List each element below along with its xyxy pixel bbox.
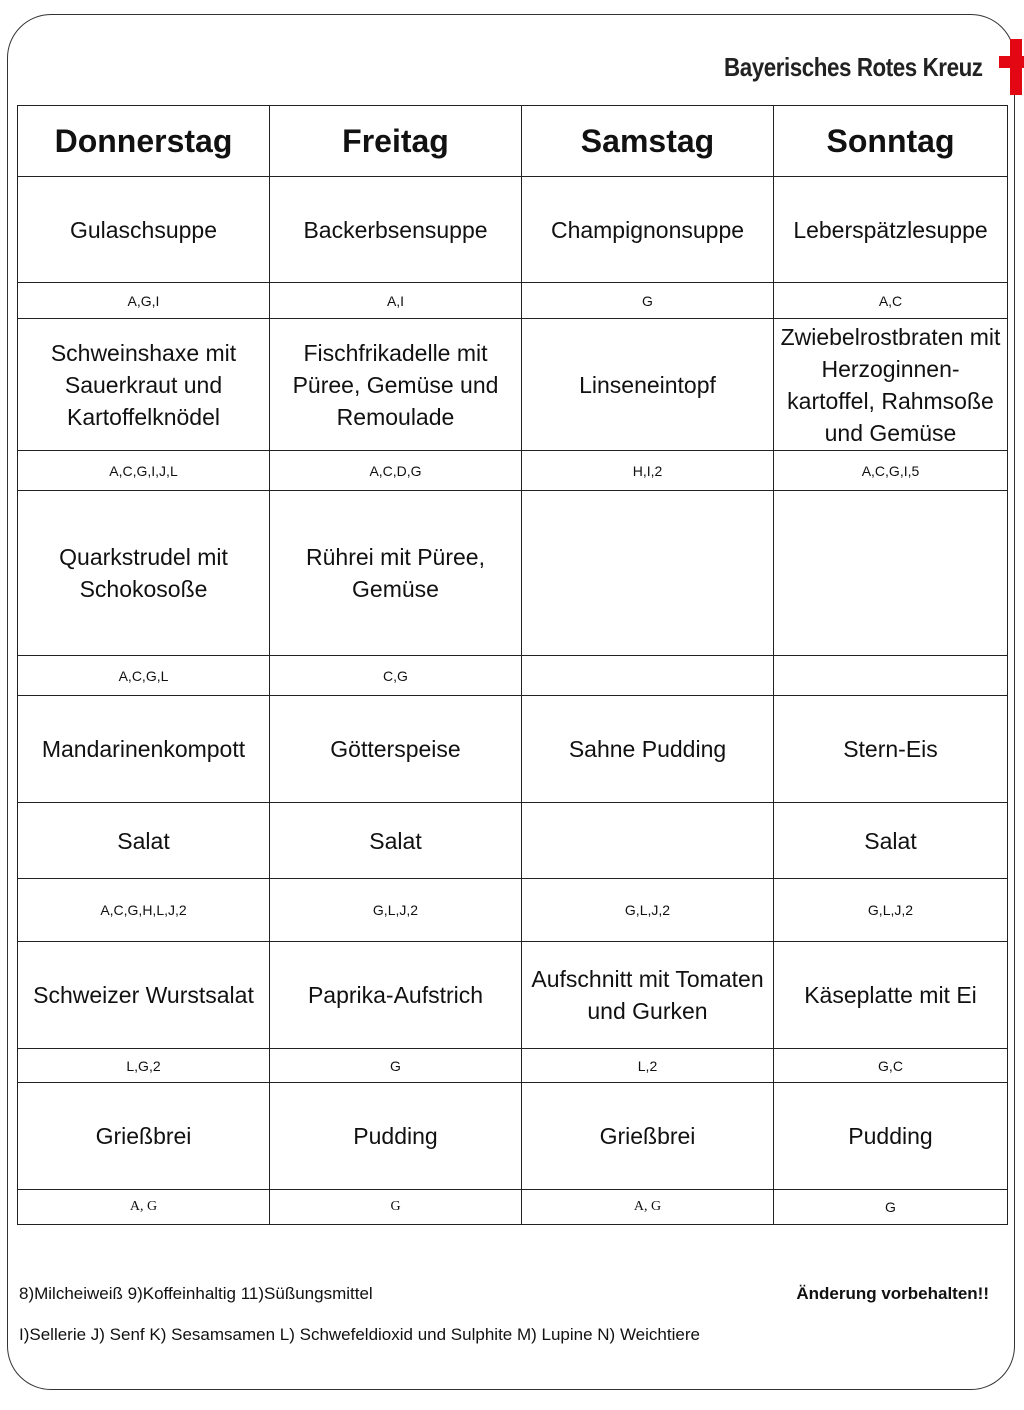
dessert-dish: Sahne Pudding: [522, 696, 774, 803]
salad-dish: Salat: [270, 803, 522, 879]
brand-name: Bayerisches Rotes Kreuz: [724, 51, 983, 82]
allergen-code: A, G: [18, 1190, 270, 1225]
allergen-code: C,G: [270, 656, 522, 696]
allergen-code: A,G,I: [18, 283, 270, 319]
late-dish: Pudding: [270, 1083, 522, 1190]
allergen-legend-line-1: 8)Milcheiweiß 9)Koffeinhaltig 11)Süßungsmittel: [19, 1284, 373, 1303]
allergen-code: L,G,2: [18, 1049, 270, 1083]
day-header: Freitag: [270, 106, 522, 177]
alt-dish: [522, 491, 774, 656]
alt-dish: [774, 491, 1008, 656]
main-dish: Fischfrikadelle mit Püree, Gemüse und Remoulade: [270, 319, 522, 451]
allergen-code: G: [270, 1190, 522, 1225]
allergen-code: A, G: [522, 1190, 774, 1225]
change-notice: Änderung vorbehalten!!: [796, 1284, 989, 1303]
day-header-row: [18, 106, 1008, 177]
allergen-code: L,2: [522, 1049, 774, 1083]
allergen-code: G,L,J,2: [774, 879, 1008, 942]
supper-dish: Aufschnitt mit Tomaten und Gurken: [522, 942, 774, 1049]
late-dish: Pudding: [774, 1083, 1008, 1190]
late-dish: Grießbrei: [522, 1083, 774, 1190]
allergen-code: G,L,J,2: [270, 879, 522, 942]
red-cross-icon: [999, 39, 1024, 95]
salad-dish: Salat: [18, 803, 270, 879]
main-allergen-row: [18, 451, 1008, 491]
allergen-code: A,C,G,H,L,J,2: [18, 879, 270, 942]
late-dish: Grießbrei: [18, 1083, 270, 1190]
alt-dish: Rührei mit Püree, Gemüse: [270, 491, 522, 656]
salad-dish: [522, 803, 774, 879]
allergen-code: A,C,G,I,5: [774, 451, 1008, 491]
allergen-legend-line-2: I)Sellerie J) Senf K) Sesamsamen L) Schwefeldioxid und Sulphite M) Lupine N) Weichtiere: [19, 1325, 700, 1344]
allergen-code: H,I,2: [522, 451, 774, 491]
alt-dish-row: [18, 491, 1008, 656]
salad-row: [18, 803, 1008, 879]
allergen-code: A,C,D,G: [270, 451, 522, 491]
brand-logo: [724, 38, 1024, 96]
main-dish: Zwiebelrostbraten mit Herzoginnen-kartoffel, Rahmsoße und Gemüse: [774, 319, 1008, 451]
supper-allergen-row: [18, 1049, 1008, 1083]
allergen-code: G,L,J,2: [522, 879, 774, 942]
salad-allergen-row: [18, 879, 1008, 942]
supper-dish: Käseplatte mit Ei: [774, 942, 1008, 1049]
allergen-code: [774, 656, 1008, 696]
salad-dish: Salat: [774, 803, 1008, 879]
allergen-code: G: [270, 1049, 522, 1083]
alt-allergen-row: [18, 656, 1008, 696]
soup-row: [18, 177, 1008, 283]
allergen-code: A,I: [270, 283, 522, 319]
alt-dish: Quarkstrudel mit Schokosoße: [18, 491, 270, 656]
soup-dish: Gulaschsuppe: [18, 177, 270, 283]
main-dish: Schweinshaxe mit Sauerkraut und Kartoffelknödel: [18, 319, 270, 451]
weekly-menu-table: [17, 105, 1008, 1225]
allergen-code: A,C,G,I,J,L: [18, 451, 270, 491]
late-allergen-row: [18, 1190, 1008, 1225]
soup-dish: Leberspätzlesuppe: [774, 177, 1008, 283]
soup-dish: Champignonsuppe: [522, 177, 774, 283]
day-header: Donnerstag: [18, 106, 270, 177]
allergen-code: G,C: [774, 1049, 1008, 1083]
dessert-dish: Götterspeise: [270, 696, 522, 803]
day-header: Sonntag: [774, 106, 1008, 177]
supper-dish: Paprika-Aufstrich: [270, 942, 522, 1049]
dessert-dish: Stern-Eis: [774, 696, 1008, 803]
main-dish-row: [18, 319, 1008, 451]
allergen-code: G: [774, 1190, 1008, 1225]
dessert-dish: Mandarinenkompott: [18, 696, 270, 803]
allergen-code: A,C: [774, 283, 1008, 319]
supper-dish: Schweizer Wurstsalat: [18, 942, 270, 1049]
main-dish: Linseneintopf: [522, 319, 774, 451]
soup-allergen-row: [18, 283, 1008, 319]
day-header: Samstag: [522, 106, 774, 177]
late-meal-row: [18, 1083, 1008, 1190]
allergen-code: G: [522, 283, 774, 319]
supper-row: [18, 942, 1008, 1049]
allergen-code: A,C,G,L: [18, 656, 270, 696]
soup-dish: Backerbsensuppe: [270, 177, 522, 283]
allergen-code: [522, 656, 774, 696]
dessert-row: [18, 696, 1008, 803]
